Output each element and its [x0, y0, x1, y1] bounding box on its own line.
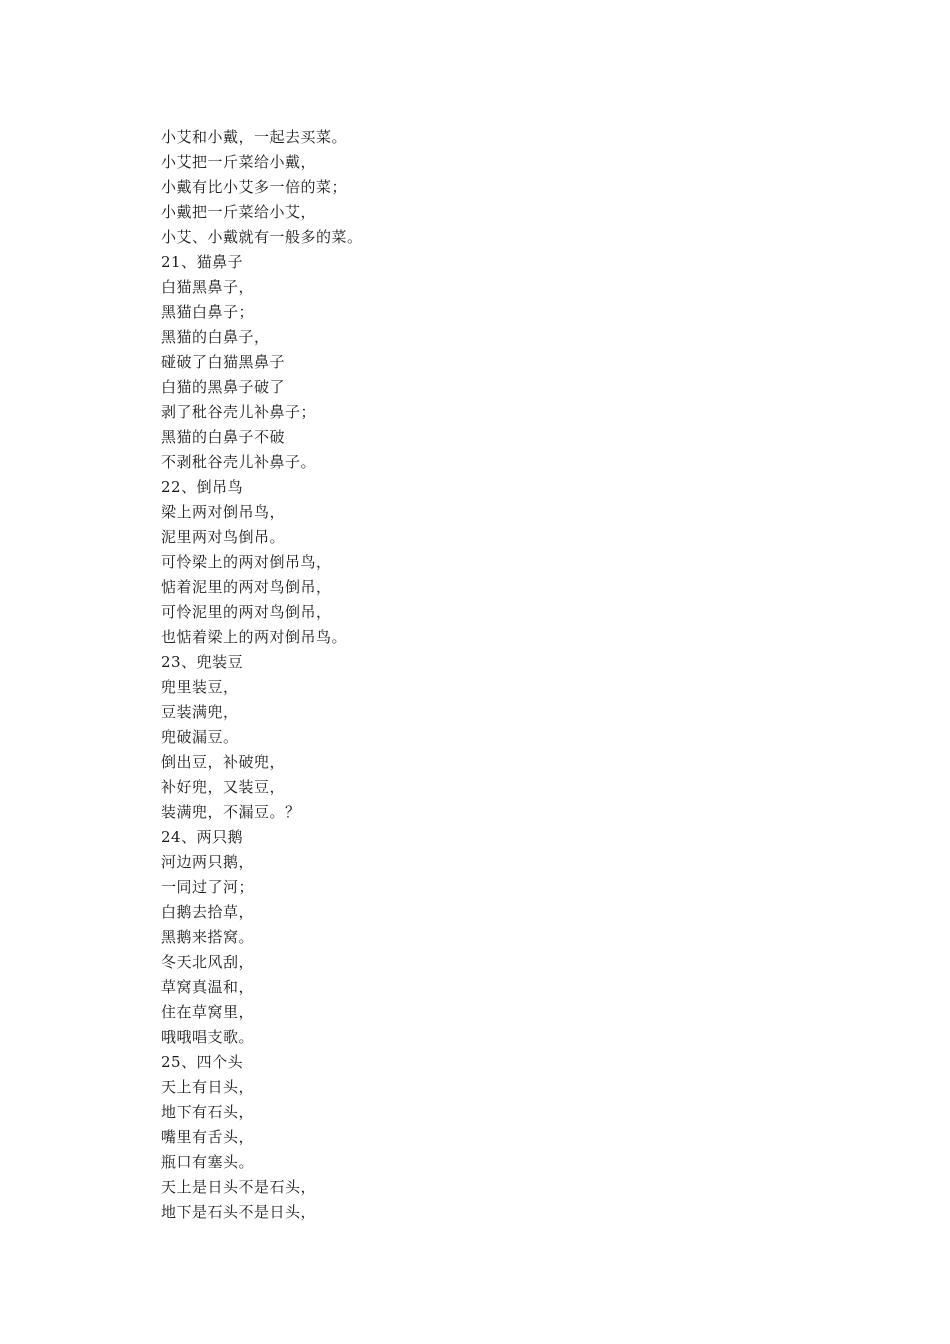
- tongue-twister-text: [161, 125, 861, 1225]
- text-line: 住在草窝里，: [161, 1003, 255, 1021]
- text-line: 地下有石头，: [161, 1103, 255, 1121]
- text-line: 一同过了河；: [161, 878, 255, 896]
- text-line: 小艾、小戴就有一般多的菜。: [161, 228, 363, 246]
- text-line: 黑猫的白鼻子，: [161, 328, 270, 346]
- text-line: 不剥秕谷壳儿补鼻子。: [161, 453, 317, 471]
- text-line: 天上有日头，: [161, 1078, 255, 1096]
- text-line: 可怜泥里的两对鸟倒吊，: [161, 603, 332, 621]
- text-line: 泥里两对鸟倒吊。: [161, 528, 286, 546]
- text-line: 倒出豆，补破兜，: [161, 753, 286, 771]
- text-line: 嘴里有舌头，: [161, 1128, 255, 1146]
- text-line: 瓶口有塞头。: [161, 1153, 255, 1171]
- text-line: 小艾和小戴，一起去买菜。: [161, 128, 348, 146]
- text-line: 装满兜，不漏豆。？: [161, 803, 301, 821]
- text-line: 可怜梁上的两对倒吊鸟，: [161, 553, 332, 571]
- text-line: 惦着泥里的两对鸟倒吊，: [161, 578, 332, 596]
- text-line: 冬天北风刮，: [161, 953, 255, 971]
- text-line: 小艾把一斤菜给小戴，: [161, 153, 317, 171]
- text-line: 小戴有比小艾多一倍的菜；: [161, 178, 348, 196]
- text-line: 河边两只鹅，: [161, 853, 255, 871]
- text-line: 白猫黑鼻子，: [161, 278, 255, 296]
- text-line: 小戴把一斤菜给小艾，: [161, 203, 317, 221]
- text-line: 碰破了白猫黑鼻子: [161, 353, 286, 371]
- text-line: 25、四个头: [161, 1053, 244, 1071]
- text-line: 豆装满兜，: [161, 703, 239, 721]
- text-line: 22、倒吊鸟: [161, 478, 244, 496]
- text-line: 草窝真温和，: [161, 978, 255, 996]
- text-line: 兜破漏豆。: [161, 728, 239, 746]
- text-line: 也惦着梁上的两对倒吊鸟。: [161, 628, 348, 646]
- text-line: 24、两只鹅: [161, 828, 244, 846]
- text-line: 地下是石头不是日头，: [161, 1203, 317, 1221]
- text-line: 白猫的黑鼻子破了: [161, 378, 286, 396]
- text-line: 哦哦唱支歌。: [161, 1028, 255, 1046]
- text-line: 黑猫的白鼻子不破: [161, 428, 286, 446]
- text-line: 白鹅去拾草，: [161, 903, 255, 921]
- text-line: 剥了秕谷壳儿补鼻子；: [161, 403, 317, 421]
- text-line: 21、猫鼻子: [161, 253, 244, 271]
- text-line: 梁上两对倒吊鸟，: [161, 503, 286, 521]
- text-line: 补好兜，又装豆，: [161, 778, 286, 796]
- text-line: 黑猫白鼻子；: [161, 303, 255, 321]
- text-line: 23、兜装豆: [161, 653, 244, 671]
- text-line: 兜里装豆，: [161, 678, 239, 696]
- text-line: 天上是日头不是石头，: [161, 1178, 317, 1196]
- text-line: 黑鹅来搭窝。: [161, 928, 255, 946]
